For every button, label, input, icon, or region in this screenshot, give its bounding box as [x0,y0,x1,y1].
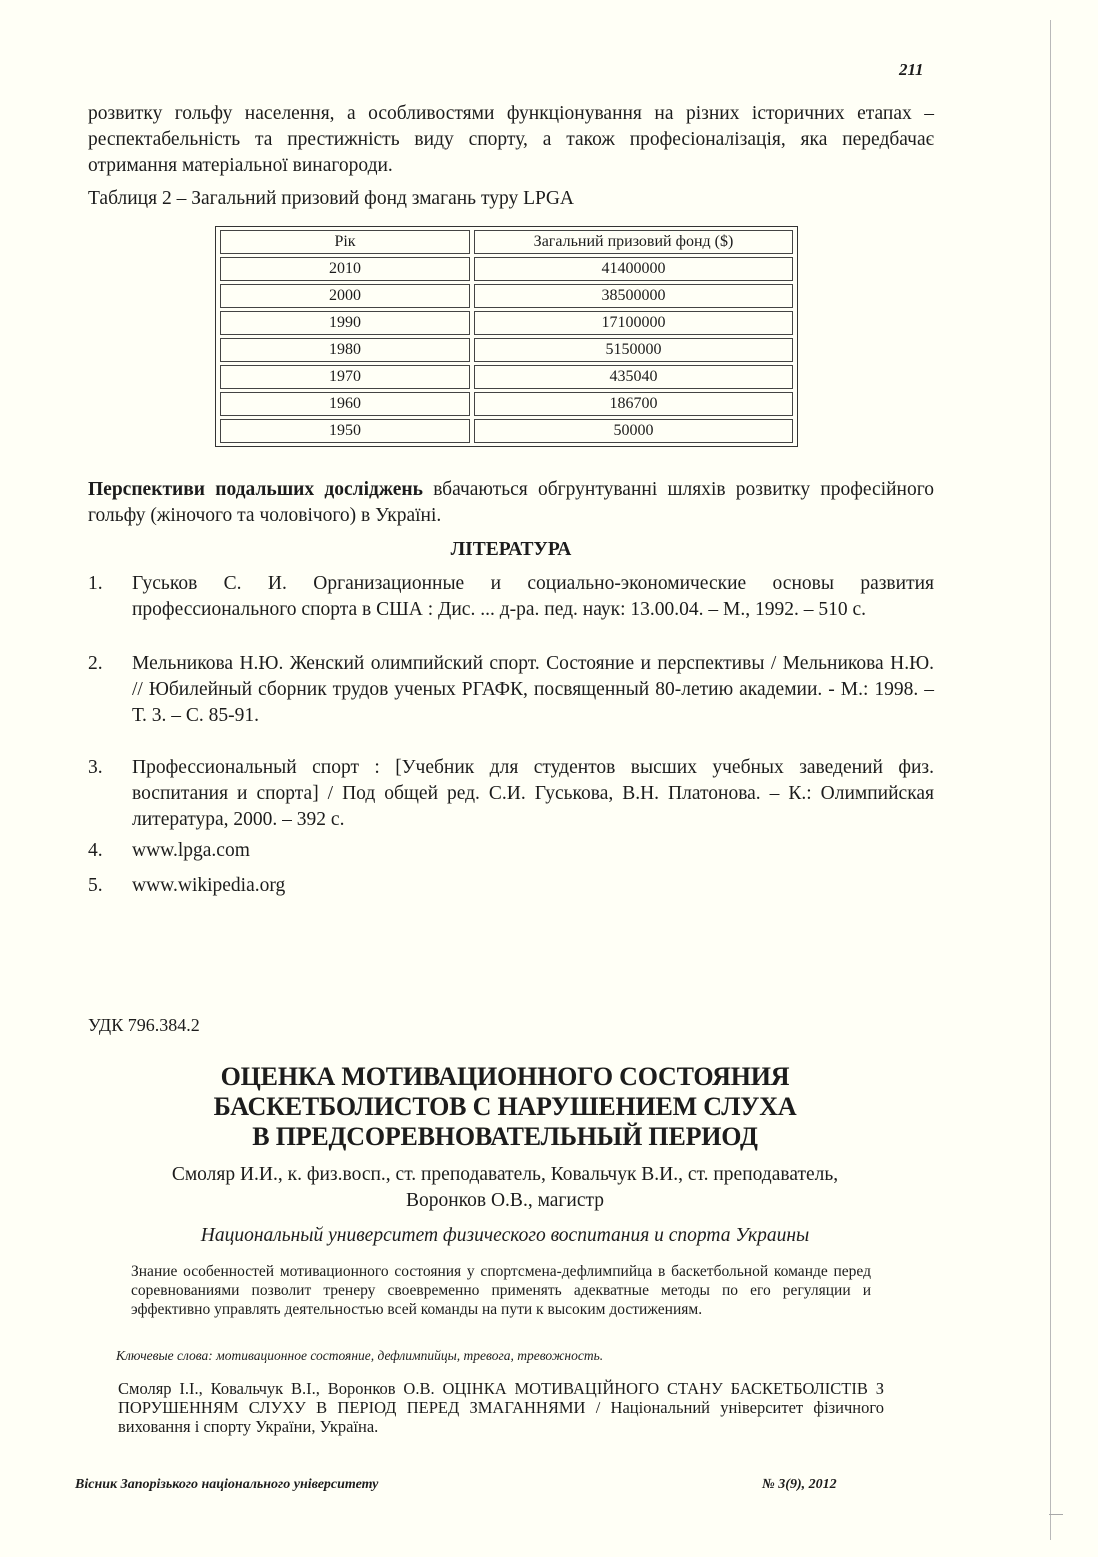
footer-journal: Вісник Запорізького національного університету [75,1477,379,1492]
cell-prize-fund: 186700 [474,392,793,416]
cell-year: 1960 [220,392,470,416]
table-row [220,365,793,389]
reference-number: 3. [88,757,103,778]
authors-line: Смоляр И.И., к. физ.восп., ст. преподаватель, Ковальчук В.И., ст. преподаватель, [171,1164,839,1185]
title-line: ОЦЕНКА МОТИВАЦИОННОГО СОСТОЯНИЯ [220,1062,790,1091]
udk-code: УДК 796.384.2 [88,1015,200,1035]
institution: Национальный университет физического воспитания и спорта Украины [200,1225,810,1246]
keywords: Ключевые слова: мотивационное состояние, дефлимпийцы, тревога, тревожность. [116,1348,604,1363]
table-header-row [220,230,793,254]
cell-prize-fund: 41400000 [474,257,793,281]
reference-text: Профессиональный спорт : [Учебник для студентов высших учебных заведений физ. воспитания и спорта] / Под общей ред. С.И. Гуськова, В.Н. Платонова. – К.: Олимпийская литература, 2000. – 392 с. [132,757,934,830]
cell-year: 2010 [220,257,470,281]
table-row [220,419,793,443]
table-row [220,392,793,416]
literature-heading: ЛІТЕРАТУРА [450,539,572,560]
cell-prize-fund: 435040 [474,365,793,389]
reference-text: Гуськов С. И. Организационные и социально-экономические основы развития профессионального спорта в США : Дис. ... д-ра. пед. наук: 13.00.04. – М., 1992. – 510 с. [132,573,934,620]
reference-item [88,651,934,729]
reference-item [88,755,934,833]
article-title [0,1062,1010,1152]
intro-paragraph: розвитку гольфу населення, а особливостями функціонування на різних історичних етапах – респектабельність та престижність виду спорту, а також професіоналізація, яка передбачає отримання матеріальної винагороди. [88,103,934,176]
reference-item [88,571,934,623]
prize-fund-table [215,226,798,447]
reference-item[interactable] [88,838,934,864]
title-line: В ПРЕДСОРЕВНОВАТЕЛЬНЫЙ ПЕРИОД [252,1122,758,1151]
cell-year: 2000 [220,284,470,308]
cell-prize-fund: 50000 [474,419,793,443]
title-line: БАСКЕТБОЛИСТОВ С НАРУШЕНИЕМ СЛУХА [213,1092,797,1121]
perspectives-paragraph [88,477,934,529]
article-authors [0,1162,1010,1214]
scan-edge-tick [1049,1514,1063,1515]
cell-prize-fund: 38500000 [474,284,793,308]
cell-year: 1990 [220,311,470,335]
cell-prize-fund: 17100000 [474,311,793,335]
reference-link[interactable]: www.lpga.com [132,840,250,861]
table-caption: Таблиця 2 – Загальний призовий фонд змагань туру LPGA [88,188,574,209]
footer-issue: № 3(9), 2012 [762,1477,837,1492]
cell-prize-fund: 5150000 [474,338,793,362]
table-row [220,284,793,308]
header-year: Рік [220,230,470,254]
perspectives-text: вбачаються обгрунтуванні шляхів розвитку професійного гольфу (жіночого та чоловічого) в Україні. [88,479,935,526]
ukrainian-summary: Смоляр І.І., Ковальчук В.І., Воронков О.В. ОЦІНКА МОТИВАЦІЙНОГО СТАНУ БАСКЕТБОЛІСТІВ З ПОРУШЕННЯМ СЛУХУ В ПЕРІОД ПЕРЕД ЗМАГАННЯМИ / Національний університет фізичного виховання і спорту України, Україна. [118,1379,884,1436]
table-row [220,311,793,335]
reference-number: 2. [88,653,103,674]
reference-number: 5. [88,875,103,896]
cell-year: 1970 [220,365,470,389]
reference-number: 1. [88,573,103,594]
perspectives-lead: Перспективи подальших досліджень [88,479,423,500]
page-number: 211 [899,60,924,79]
reference-number: 4. [88,840,103,861]
reference-text: Мельникова Н.Ю. Женский олимпийский спорт. Состояние и перспективы / Мельникова Н.Ю. // Юбилейный сборник трудов ученых РГАФК, посвященный 80-летию академии. - М.: 1998. – Т. 3. – С. 85-91. [132,653,934,726]
reference-link[interactable]: www.wikipedia.org [132,875,286,896]
reference-item[interactable] [88,873,934,899]
table-row [220,338,793,362]
cell-year: 1980 [220,338,470,362]
abstract: Знание особенностей мотивационного состояния у спортсмена-дефлимпийца в баскетбольной команде перед соревнованиями позволит тренеру своевременно применять адекватные методы по его регуляции и эффективно управлять деятельностью всей команды на пути к высоким достижениям. [131,1263,871,1318]
table-row [220,257,793,281]
scan-edge-line [1050,20,1051,1540]
cell-year: 1950 [220,419,470,443]
header-prize-fund: Загальний призовий фонд ($) [474,230,793,254]
authors-line: Воронков О.В., магистр [405,1190,605,1211]
